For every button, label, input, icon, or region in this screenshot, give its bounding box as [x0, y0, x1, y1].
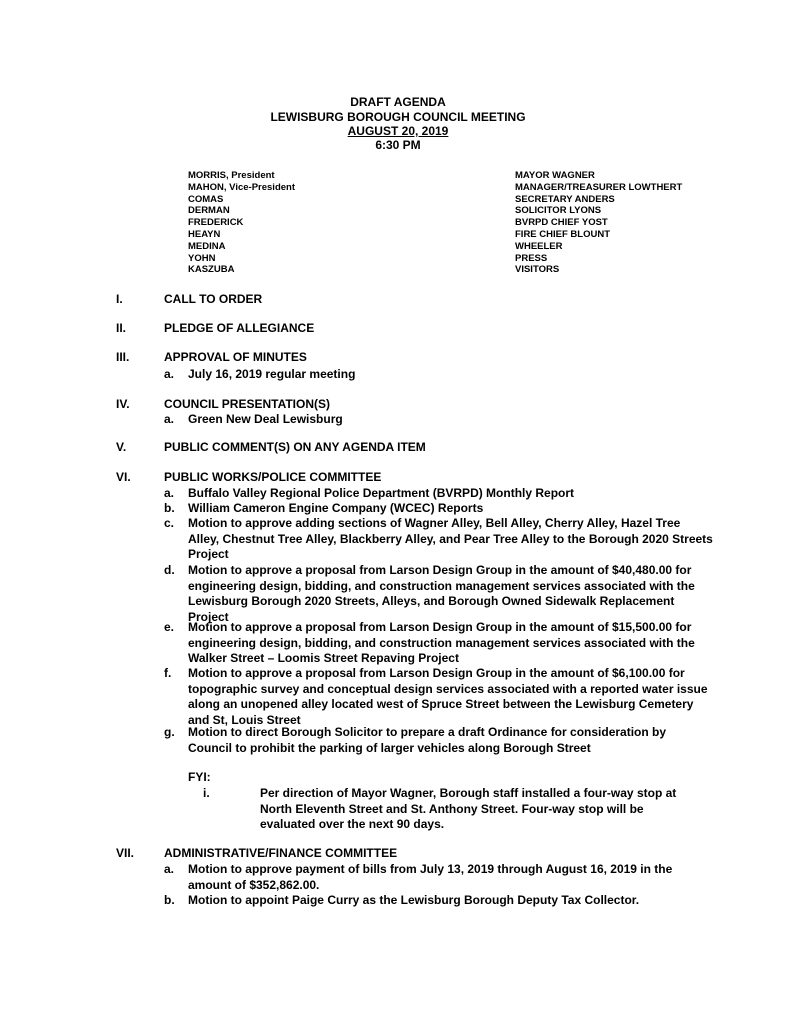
section-number: II.	[116, 321, 127, 335]
item-text: Motion to direct Borough Solicitor to prepare a draft Ordinance for consideration by Council to prohibit the parking of larger vehicles along Borough Street	[188, 725, 667, 755]
section-number: V.	[116, 440, 127, 454]
item-text: July 16, 2019 regular meeting	[188, 367, 356, 381]
attendees-council-list	[188, 170, 295, 276]
attendee: MORRIS, President	[188, 170, 275, 181]
attendee: KASZUBA	[188, 264, 235, 276]
item-label: c.	[164, 516, 175, 530]
attendee: SECRETARY ANDERS	[515, 193, 615, 205]
attendee: HEAYN	[188, 228, 221, 240]
item-label: b.	[164, 501, 175, 515]
item-label: f.	[164, 666, 172, 680]
section-title: ADMINISTRATIVE/FINANCE COMMITTEE	[164, 846, 398, 860]
attendee: SOLICITOR LYONS	[515, 205, 602, 217]
item-label: d.	[164, 563, 175, 577]
attendee: FIRE CHIEF BLOUNT	[515, 228, 610, 240]
fyi-label: FYI:	[188, 770, 211, 784]
attendee: FREDERICK	[188, 217, 244, 229]
item-text: Green New Deal Lewisburg	[188, 412, 343, 426]
item-label: a.	[164, 486, 175, 500]
section-title: PLEDGE OF ALLEGIANCE	[164, 321, 315, 335]
section-number: VI.	[116, 470, 131, 484]
attendee: MAYOR WAGNER	[515, 170, 595, 181]
fyi-item-text: Per direction of Mayor Wagner, Borough staff installed a four-way stop at North Eleventh Street and St. Anthony Street. Four-way stop will be evaluated over the next 90 days.	[260, 786, 677, 832]
section-number: III.	[116, 350, 130, 364]
item-label: e.	[164, 620, 175, 634]
item-text: William Cameron Engine Company (WCEC) Reports	[188, 501, 484, 515]
item-text: Buffalo Valley Regional Police Department (BVRPD) Monthly Report	[188, 486, 575, 500]
attendees-staff-list	[515, 170, 682, 276]
fyi-item-label: i.	[203, 786, 210, 800]
section-title: APPROVAL OF MINUTES	[164, 350, 307, 364]
section-title: PUBLIC COMMENT(S) ON ANY AGENDA ITEM	[164, 440, 426, 454]
section-number: I.	[116, 292, 123, 306]
attendee: COMAS	[188, 193, 224, 205]
item-label: b.	[164, 893, 175, 907]
item-text: Motion to approve a proposal from Larson Design Group in the amount of $6,100.00 for topographic survey and conceptual design services associated with a reported water issue along an unopened alley located west of Spruce Street between the Lewisburg Cemetery and St, Louis Street	[188, 666, 708, 727]
attendee: BVRPD CHIEF YOST	[515, 217, 608, 229]
item-label: a.	[164, 862, 175, 876]
meeting-date: AUGUST 20, 2019	[347, 124, 449, 138]
attendee: YOHN	[188, 252, 216, 264]
section-title: COUNCIL PRESENTATION(S)	[164, 397, 331, 411]
attendee: WHEELER	[515, 240, 563, 252]
attendee: DERMAN	[188, 205, 230, 217]
attendee: MANAGER/TREASURER LOWTHERT	[515, 181, 683, 193]
section-title: CALL TO ORDER	[164, 292, 263, 306]
item-text: Motion to approve a proposal from Larson Design Group in the amount of $40,480.00 for engineering design, bidding, and construction management services associated with the Lewisburg Borough 2020 Streets, Alleys, and Borough Owned Sidewalk Replacement Project	[188, 563, 695, 624]
meeting-name: LEWISBURG BOROUGH COUNCIL MEETING	[270, 110, 526, 124]
item-label: g.	[164, 725, 175, 739]
item-text: Motion to approve a proposal from Larson Design Group in the amount of $15,500.00 for engineering design, bidding, and construction management services associated with the Walker Street – Loomis Street Repaving Project	[188, 620, 695, 666]
attendee: MAHON, Vice-President	[188, 181, 295, 193]
section-number: IV.	[116, 397, 130, 411]
item-text: Motion to approve adding sections of Wagner Alley, Bell Alley, Cherry Alley, Hazel Tree Alley, Chestnut Tree Alley, Blackberry Alley, and Pear Tree Alley to the Borough 2020 Streets Project	[188, 516, 713, 562]
item-text: Motion to approve payment of bills from July 13, 2019 through August 16, 2019 in the amount of $352,862.00.	[188, 862, 673, 892]
meeting-time: 6:30 PM	[375, 138, 421, 152]
attendee: MEDINA	[188, 240, 226, 252]
section-title: PUBLIC WORKS/POLICE COMMITTEE	[164, 470, 382, 484]
item-text: Motion to appoint Paige Curry as the Lewisburg Borough Deputy Tax Collector.	[188, 893, 640, 907]
attendee: VISITORS	[515, 264, 560, 276]
item-label: a.	[164, 412, 175, 426]
attendee: PRESS	[515, 252, 548, 264]
item-label: a.	[164, 367, 175, 381]
section-number: VII.	[116, 846, 135, 860]
agenda-title: DRAFT AGENDA	[350, 95, 446, 109]
